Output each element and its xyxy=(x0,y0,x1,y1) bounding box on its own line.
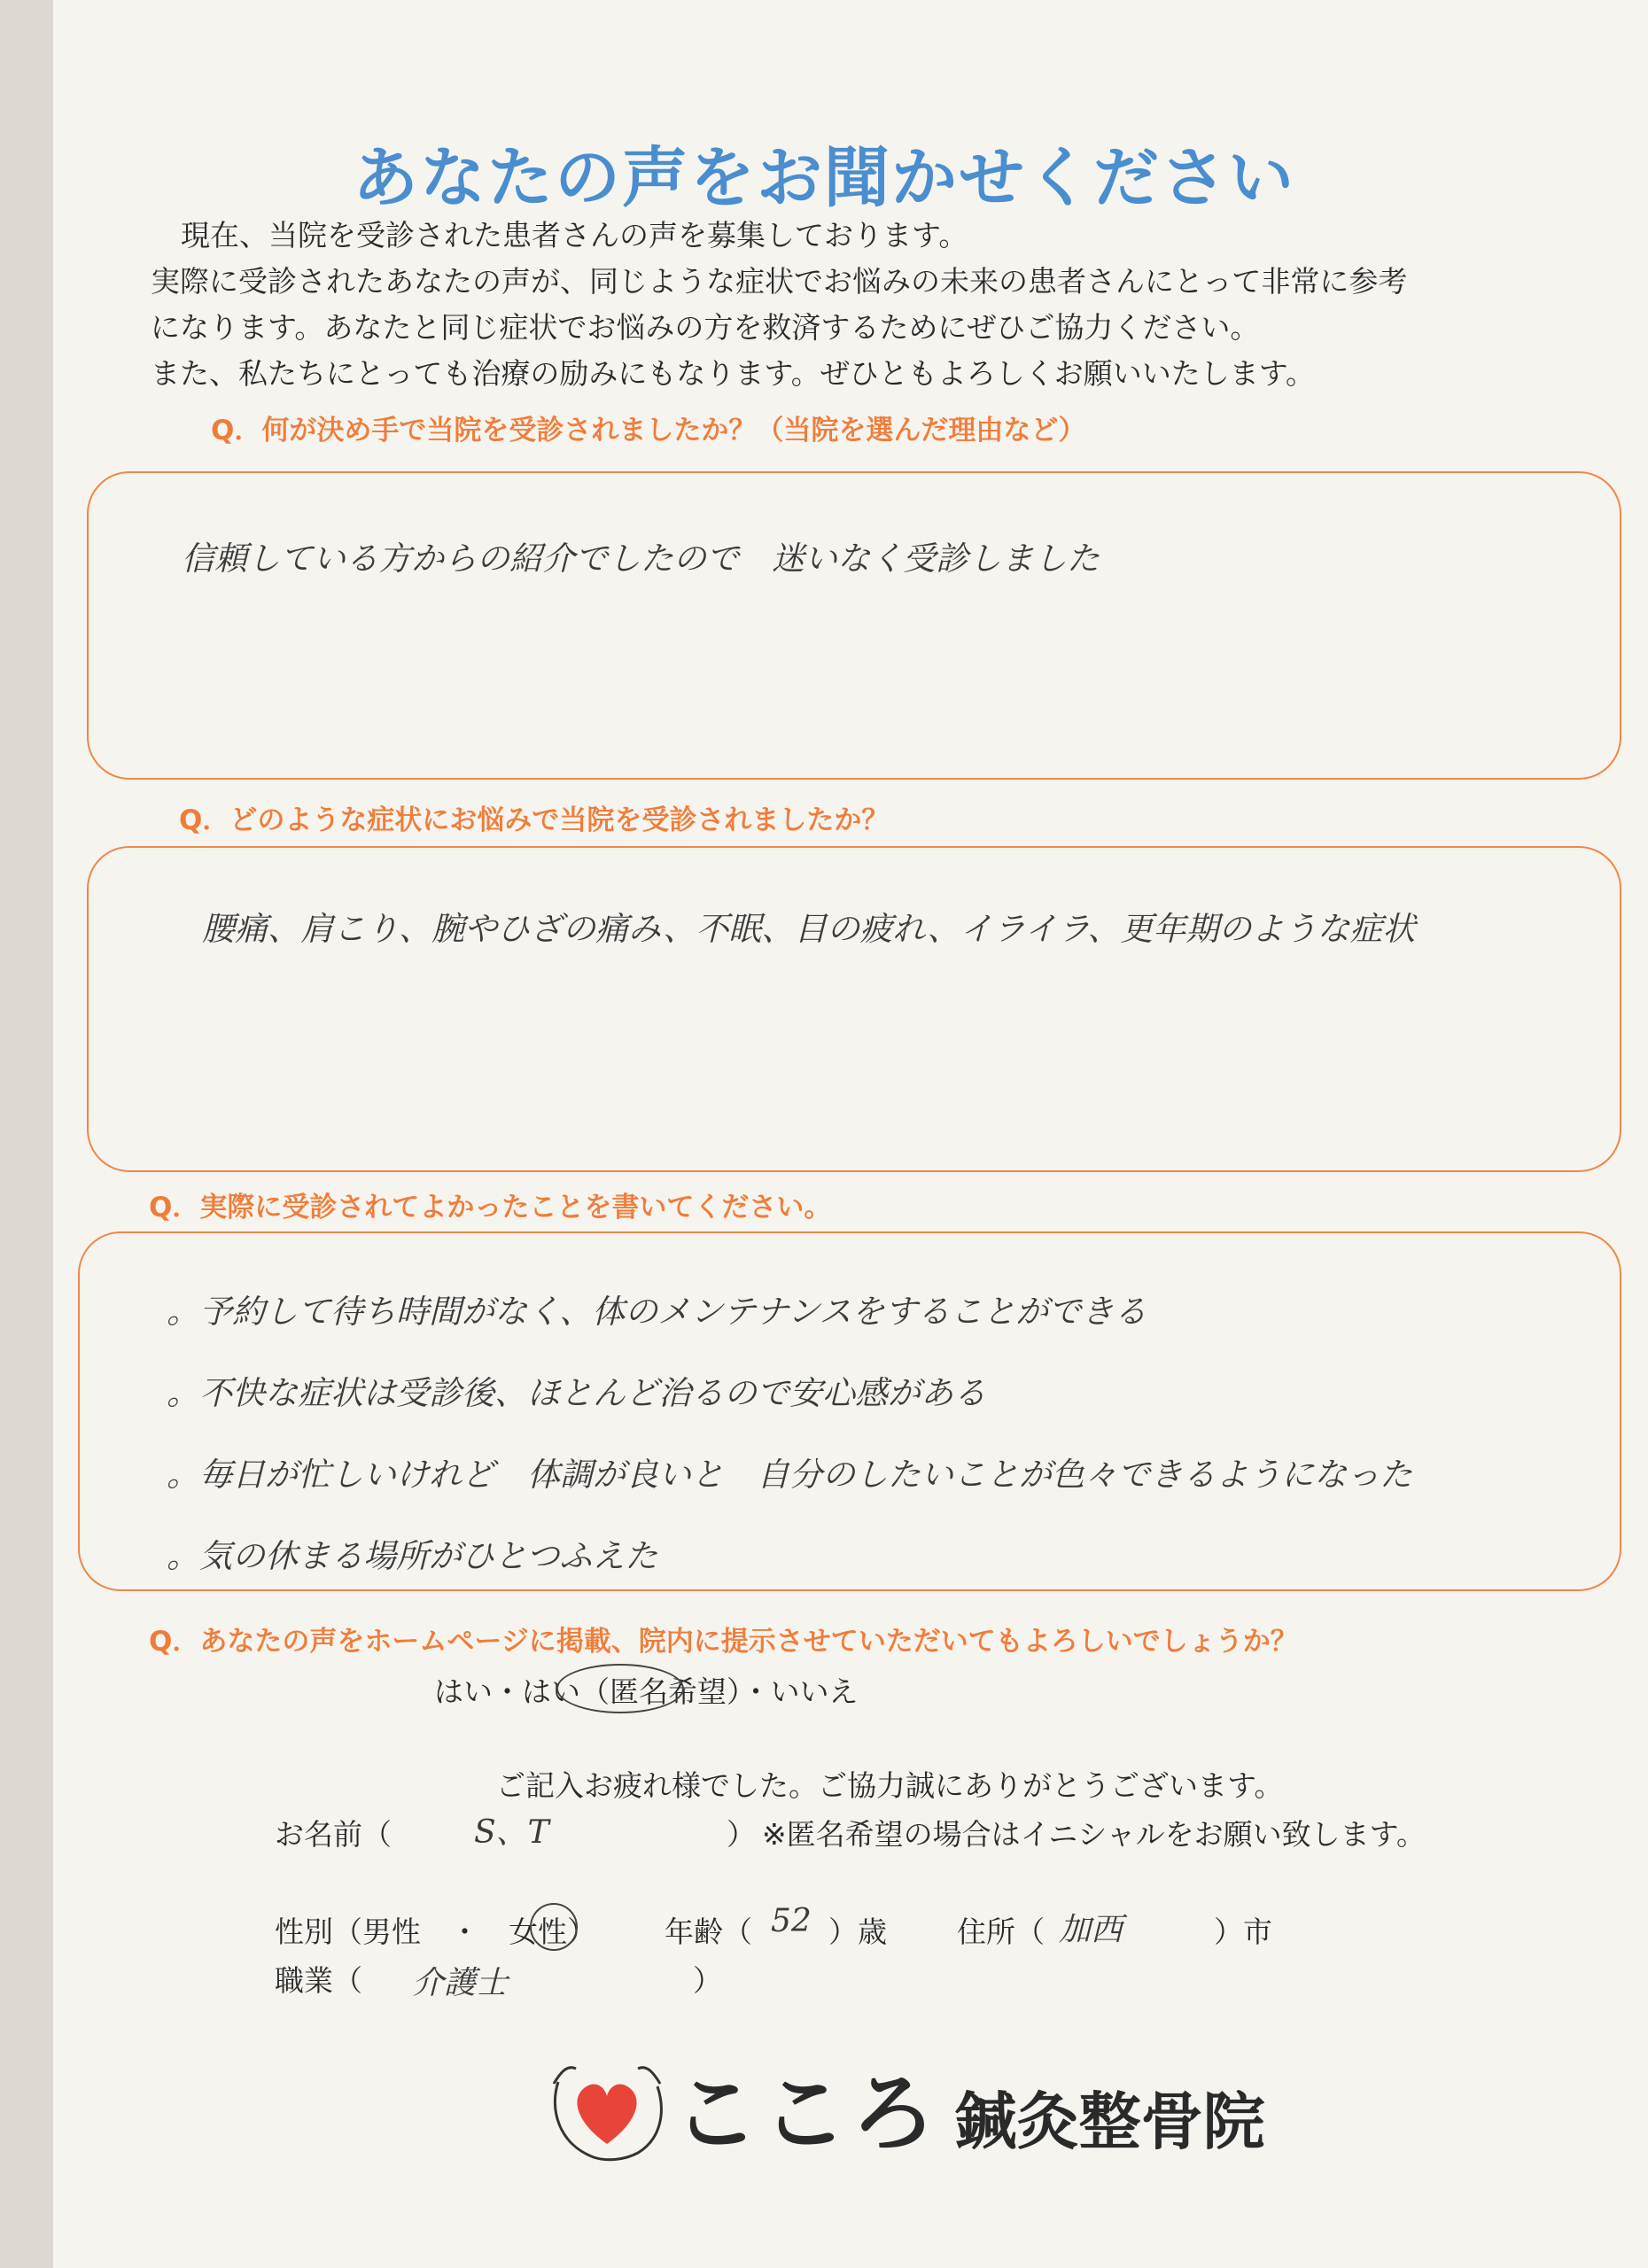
thanks-text: ご記入お疲れ様でした。ご協力誠にありがとうございます。 xyxy=(496,1768,1284,1803)
question-3-label: Q．実際に受診されてよかったことを書いてください。 xyxy=(149,1192,832,1223)
clinic-name-kokoro: こころ xyxy=(673,2063,939,2163)
name-label: お名前（ xyxy=(275,1817,392,1852)
intro-text xyxy=(151,213,1568,397)
age-value: 52 xyxy=(771,1903,812,1939)
consent-yes: はい・ xyxy=(434,1674,522,1709)
address-value: 加西 xyxy=(1059,1912,1123,1948)
name-value: S、T xyxy=(474,1814,549,1851)
question-1-label: Q．何が決め手で当院を受診されましたか？（当院を選んだ理由など） xyxy=(211,415,1086,447)
job-label: 職業（ xyxy=(275,1963,362,1998)
answer-3-list xyxy=(167,1271,1412,1597)
heart-in-hands-icon xyxy=(540,2029,673,2171)
clinic-name xyxy=(673,2047,1265,2168)
name-note: ※匿名希望の場合はイニシャルをお願い致します。 xyxy=(762,1817,1426,1852)
intro-line: また、私たちにとっても治療の励みにもなります。ぜひともよろしくお願いいたします。 xyxy=(151,356,1316,391)
name-close: ） xyxy=(727,1817,756,1852)
page-title: あなたの声をお聞かせください xyxy=(353,140,1295,216)
answer-3-item: 。気の休まる場所がひとつふえた xyxy=(167,1537,658,1575)
answer-3-item: 。毎日が忙しいけれど 体調が良いと 自分のしたいことが色々できるようになった xyxy=(167,1456,1412,1494)
answer-2-text: 腰痛、肩こり、腕やひざの痛み、不眠、目の疲れ、イライラ、更年期のような症状 xyxy=(202,910,1416,948)
question-2-label: Q．どのような症状にお悩みで当院を受診されましたか？ xyxy=(179,804,890,836)
question-4-label: Q．あなたの声をホームページに掲載、院内に提示させていただいてもよろしいでしょうか？ xyxy=(149,1626,1298,1658)
answer-box-1 xyxy=(87,471,1621,780)
age-close: ）歳 xyxy=(828,1915,887,1949)
age-label: 年齢（ xyxy=(665,1915,752,1949)
job-value: 介護士 xyxy=(412,1965,509,2001)
job-close: ） xyxy=(693,1963,722,1998)
gender-label: 性別（男性 ・ 女性） xyxy=(275,1915,596,1949)
address-close: ）市 xyxy=(1214,1915,1272,1949)
clinic-logo xyxy=(540,2029,1302,2171)
answer-1-text: 信頼している方からの紹介でしたので 迷いなく受診しました xyxy=(182,540,1100,578)
intro-line: 現在、当院を受診された患者さんの声を募集しております。 xyxy=(181,218,968,252)
intro-line: になります。あなたと同じ症状でお悩みの方を救済するためにぜひご協力ください。 xyxy=(151,310,1260,345)
consent-yes-anonymous: はい xyxy=(522,1674,580,1709)
answer-3-item: 。予約して待ち時間がなく、体のメンテナンスをすることができる xyxy=(167,1293,1147,1331)
answer-box-2 xyxy=(87,846,1621,1172)
intro-line: 実際に受診されたあなたの声が、同じような症状でお悩みの未来の患者さんにとって非常に参考 xyxy=(151,264,1408,299)
gender-circle xyxy=(530,1903,578,1951)
clinic-name-type: 鍼灸整骨院 xyxy=(954,2085,1265,2158)
answer-3-item: 。不快な症状は受診後、ほとんど治るので安心感がある xyxy=(167,1374,986,1412)
selection-circle xyxy=(556,1664,684,1713)
address-label: 住所（ xyxy=(957,1915,1045,1949)
consent-anonymous-no: （匿名希望）・いいえ xyxy=(580,1674,859,1709)
